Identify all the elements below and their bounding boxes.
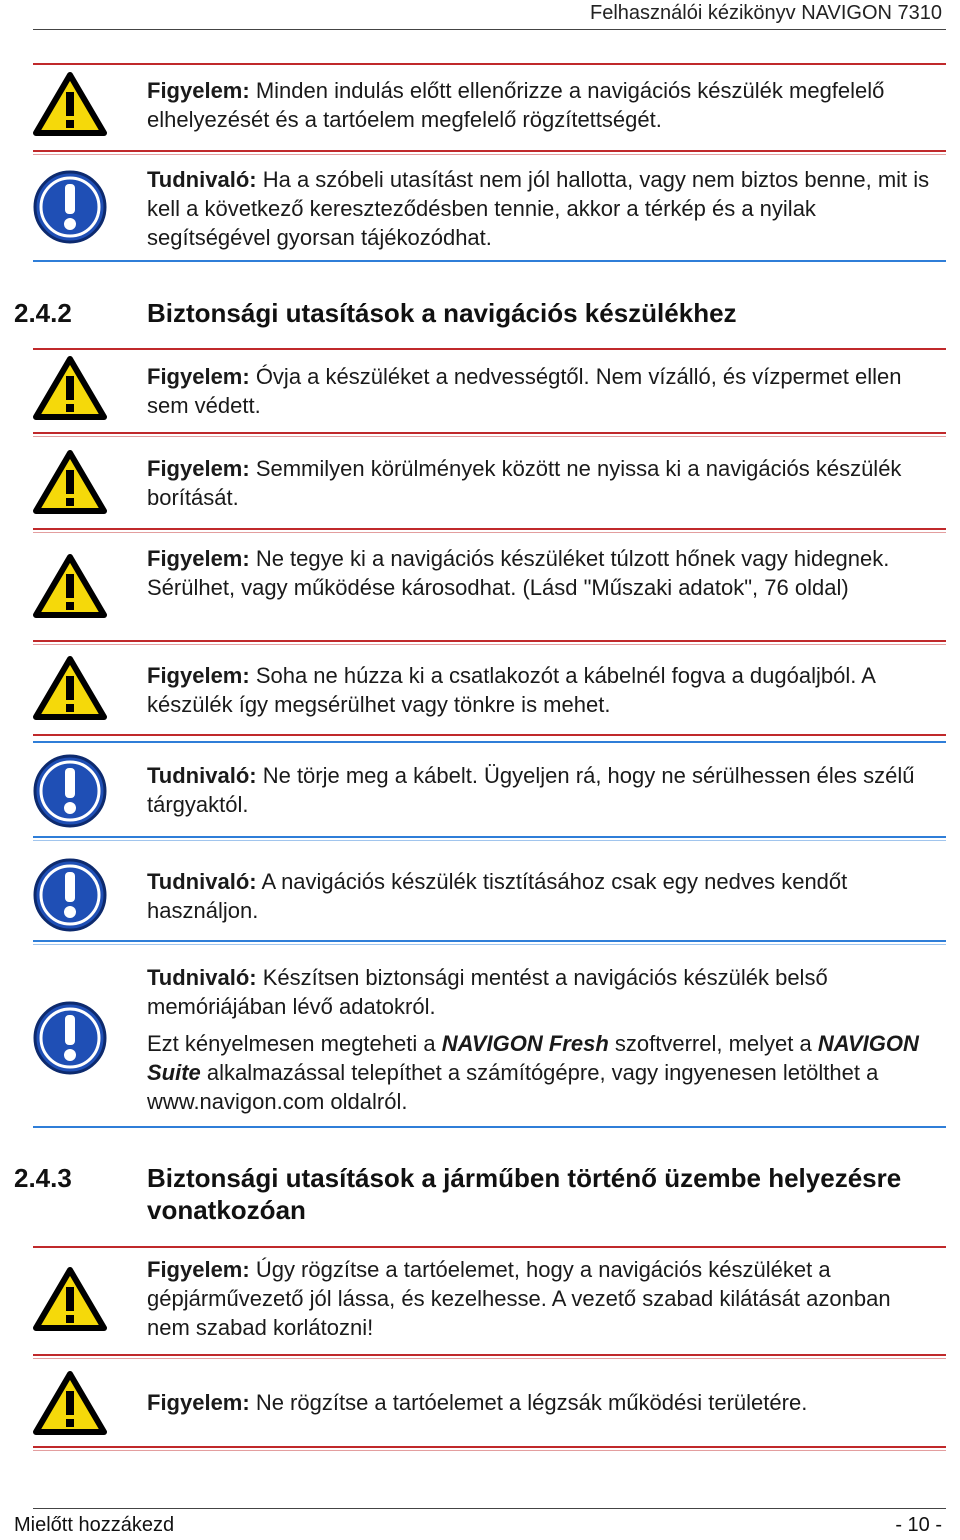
- rule-shadow: [33, 154, 946, 155]
- note-label: Tudnivaló:: [147, 763, 257, 788]
- note-label: Tudnivaló:: [147, 869, 257, 894]
- rule-shadow: [33, 436, 946, 437]
- note-label: Tudnivaló:: [147, 167, 257, 192]
- note-label: Tudnivaló:: [147, 965, 257, 990]
- note-text: Úgy rögzítse a tartóelemet, hogy a navigációs készüléket a gépjárművezető jól lássa, és kezelhesse. A vezető szabad kilátását azonban nem szabad korlátozni!: [147, 1257, 891, 1340]
- warning-rule-bottom: [33, 150, 946, 152]
- info-rule-bottom: [33, 260, 946, 262]
- warning-triangle-icon: [33, 72, 107, 136]
- note-text: Ha a szóbeli utasítást nem jól hallotta, vagy nem biztos benne, mit is kell a következő kereszteződésben tennie, akkor a térkép és a nyilak segítségével gyorsan tájékozódhat.: [147, 167, 930, 250]
- warning-rule-bottom: [33, 1446, 946, 1448]
- brand-navigon-suite: NAVIGON Suite: [147, 1031, 919, 1085]
- fresh-text-3: alkalmazással telepíthet a számítógépre, vagy ingyenesen letölthet a www.navigon.com oldalról.: [147, 1060, 879, 1114]
- rule-shadow: [33, 840, 946, 841]
- info-exclamation-icon: [31, 752, 109, 830]
- info-exclamation-icon: [31, 999, 109, 1077]
- note-text: Készítsen biztonsági mentést a navigációs készülék belső memóriájában lévő adatokról.: [147, 965, 828, 1019]
- note-label: Figyelem:: [147, 1390, 250, 1415]
- rule-shadow: [33, 644, 946, 645]
- rule-shadow: [33, 532, 946, 533]
- note-label: Figyelem:: [147, 663, 250, 688]
- warning-note: [147, 661, 937, 719]
- brand-navigon-fresh: NAVIGON Fresh: [441, 1031, 609, 1056]
- rule-shadow: [33, 944, 946, 945]
- warning-rule-top: [33, 348, 946, 350]
- note-text: Minden indulás előtt ellenőrizze a navigációs készülék megfelelő elhelyezését és a tartóelem megfelelő rögzítettségét.: [147, 78, 885, 132]
- warning-note: [147, 76, 937, 134]
- warning-triangle-icon: [33, 554, 107, 618]
- note-label: Figyelem:: [147, 78, 250, 103]
- info-rule-top: [33, 741, 946, 743]
- warning-rule-top: [33, 1246, 946, 1248]
- footer-chapter: Mielőtt hozzákezd: [14, 1514, 175, 1536]
- note-label: Figyelem:: [147, 456, 250, 481]
- warning-triangle-icon: [33, 1371, 107, 1435]
- warning-note: [147, 544, 937, 602]
- info-rule-bottom: [33, 940, 946, 942]
- section-number: 2.4.3: [14, 1163, 72, 1193]
- warning-rule-top: [33, 63, 946, 65]
- info-exclamation-icon: [31, 856, 109, 934]
- section-number: 2.4.2: [14, 298, 72, 328]
- info-note: [147, 867, 937, 925]
- fresh-paragraph: [147, 1029, 937, 1116]
- rule-shadow: [33, 1450, 946, 1451]
- info-rule-bottom: [33, 1126, 946, 1128]
- warning-rule-bottom: [33, 734, 946, 736]
- warning-note: [147, 362, 937, 420]
- note-text: Soha ne húzza ki a csatlakozót a kábelnél fogva a dugóaljból. A készülék így megsérülhet vagy tönkre is mehet.: [147, 663, 875, 717]
- warning-rule-bottom: [33, 528, 946, 530]
- header-rule: [33, 29, 946, 30]
- warning-triangle-icon: [33, 356, 107, 420]
- fresh-text-1: Ezt kényelmesen megteheti a: [147, 1031, 442, 1056]
- warning-note: [147, 1255, 937, 1342]
- note-text: Ne törje meg a kábelt. Ügyeljen rá, hogy ne sérülhessen éles szélű tárgyaktól.: [147, 763, 915, 817]
- page-number: - 10 -: [895, 1514, 942, 1536]
- warning-rule-bottom: [33, 1354, 946, 1356]
- warning-note: [147, 1388, 937, 1417]
- note-text: Óvja a készüléket a nedvességtől. Nem vízálló, és vízpermet ellen sem védett.: [147, 364, 902, 418]
- warning-rule-bottom: [33, 432, 946, 434]
- info-rule-bottom: [33, 836, 946, 838]
- note-label: Figyelem:: [147, 546, 250, 571]
- running-header-title: Felhasználói kézikönyv NAVIGON 7310: [589, 2, 942, 24]
- warning-triangle-icon: [33, 656, 107, 720]
- fresh-text-2: szoftverrel, melyet a: [608, 1031, 818, 1056]
- note-text: Ne tegye ki a navigációs készüléket túlzott hőnek vagy hidegnek. Sérülhet, vagy működése károsodhat. (Lásd "Műszaki adatok", 76 oldal): [147, 546, 890, 600]
- note-label: Figyelem:: [147, 1257, 250, 1282]
- note-text: Ne rögzítse a tartóelemet a légzsák működési területére.: [249, 1390, 808, 1415]
- info-exclamation-icon: [31, 168, 109, 246]
- warning-rule-bottom: [33, 640, 946, 642]
- info-note: [147, 165, 937, 252]
- note-text: A navigációs készülék tisztításához csak egy nedves kendőt használjon.: [147, 869, 848, 923]
- warning-triangle-icon: [33, 450, 107, 514]
- warning-triangle-icon: [33, 1267, 107, 1331]
- info-note: [147, 963, 937, 1021]
- section-title: Biztonsági utasítások a navigációs készülékhez: [147, 298, 737, 328]
- info-note: [147, 761, 937, 819]
- section-title: Biztonsági utasítások a járműben történő üzembe helyezésre vonatkozóan: [147, 1163, 902, 1225]
- note-text: Semmilyen körülmények között ne nyissa ki a navigációs készülék borítását.: [147, 456, 902, 510]
- warning-note: [147, 454, 937, 512]
- rule-shadow: [33, 1358, 946, 1359]
- note-label: Figyelem:: [147, 364, 250, 389]
- footer-rule: [33, 1508, 946, 1509]
